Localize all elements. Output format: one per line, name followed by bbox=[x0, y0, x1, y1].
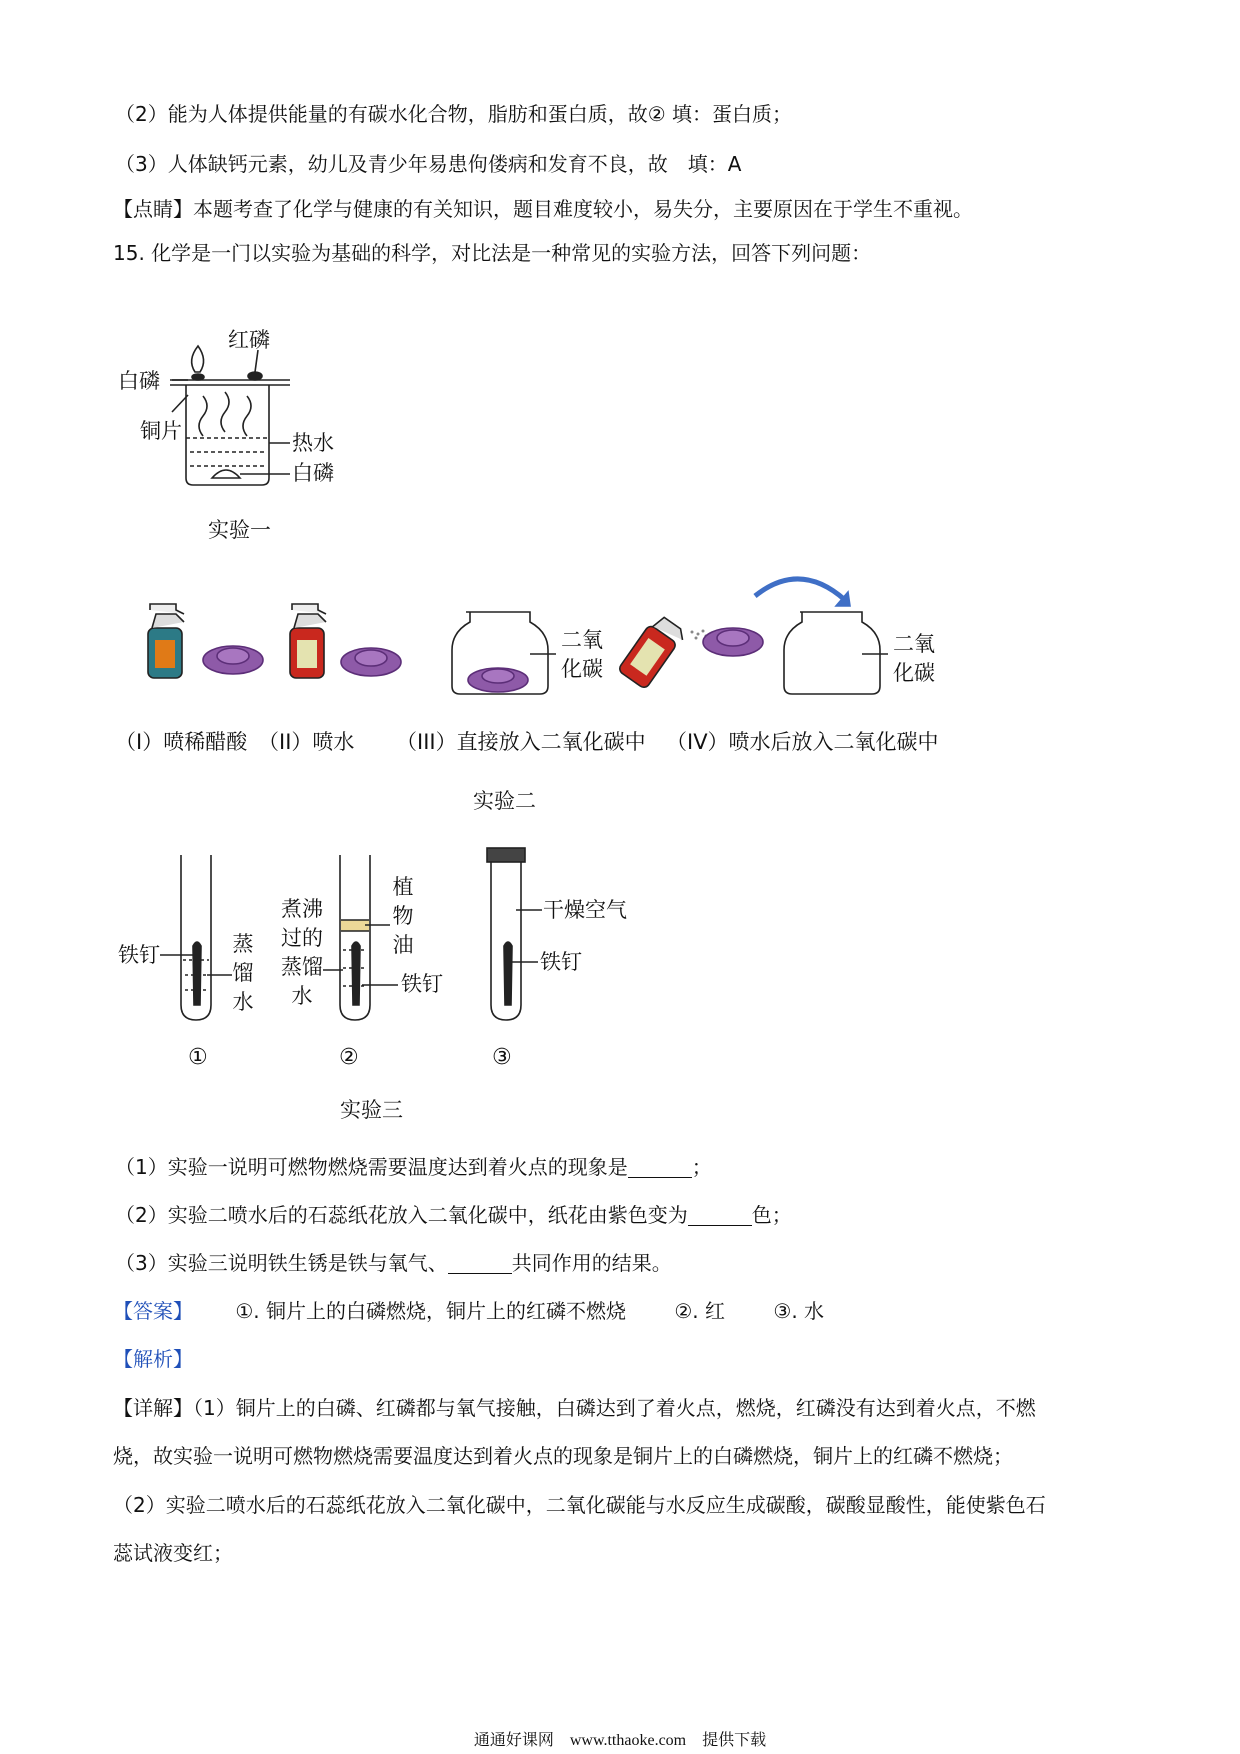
label-white-phosphorus-top: 白磷 bbox=[118, 369, 160, 393]
spray-bottle-4 bbox=[617, 613, 687, 691]
answer-line bbox=[113, 1297, 824, 1325]
answer-blank-3[interactable] bbox=[448, 1253, 512, 1274]
tube-label-1: ① bbox=[188, 1045, 208, 1070]
arrow-into-jar bbox=[755, 579, 845, 600]
text-line-2: （3）人体缺钙元素，幼儿及青少年易患佝偻病和发育不良，故 填：A bbox=[115, 152, 742, 176]
detail-line-4: 蕊试液变红； bbox=[113, 1541, 233, 1565]
label-co2-jar-4: 二氧化碳 bbox=[893, 632, 935, 685]
iron-nail-1 bbox=[193, 942, 201, 1005]
experiment-1-figure bbox=[170, 346, 290, 485]
answer-3: ③. 水 bbox=[773, 1299, 825, 1323]
label-dry-air: 干燥空气 bbox=[543, 898, 627, 922]
oil-layer bbox=[341, 920, 369, 931]
analysis-tag: 【解析】 bbox=[113, 1347, 193, 1371]
step-1-label: （I）喷稀醋酸 bbox=[115, 730, 248, 754]
detail-line-1: 【详解】（1）铜片上的白磷、红磷都与氧气接触，白磷达到了着火点，燃烧，红磷没有达到着火点，不燃 bbox=[113, 1396, 1036, 1420]
experiment-2-figure bbox=[148, 579, 888, 694]
label-iron-nail-3: 铁钉 bbox=[540, 950, 582, 974]
question-1-text: （1）实验一说明可燃物燃烧需要温度达到着火点的现象是 bbox=[115, 1155, 628, 1179]
answer-blank-1[interactable] bbox=[628, 1157, 692, 1178]
answer-tag: 【答案】 bbox=[113, 1299, 193, 1323]
step-3-label: （III）直接放入二氧化碳中 bbox=[396, 730, 646, 754]
dianjing-line: 【点睛】本题考查了化学与健康的有关知识，题目难度较小，易失分，主要原因在于学生不重视。 bbox=[113, 197, 973, 221]
label-iron-nail-1: 铁钉 bbox=[118, 943, 160, 967]
caption-experiment-3: 实验三 bbox=[340, 1098, 403, 1122]
stopper bbox=[487, 848, 525, 862]
label-white-phosphorus-bottom: 白磷 bbox=[292, 461, 334, 485]
question-2-text: （2）实验二喷水后的石蕊纸花放入二氧化碳中，纸花由紫色变为 bbox=[115, 1203, 688, 1227]
question-3 bbox=[115, 1249, 672, 1277]
caption-experiment-2: 实验二 bbox=[473, 789, 536, 813]
caption-experiment-1: 实验一 bbox=[208, 518, 271, 542]
step-4-label: （IV）喷水后放入二氧化碳中 bbox=[666, 730, 939, 754]
label-distilled-water: 蒸馏水 bbox=[232, 932, 254, 1014]
label-vegetable-oil: 植物油 bbox=[392, 875, 414, 957]
answer-2: ②. 红 bbox=[674, 1299, 726, 1323]
question-2-end: 色； bbox=[751, 1203, 792, 1227]
page-footer: 通通好课网 www.tthaoke.com 提供下载 bbox=[473, 1732, 767, 1749]
label-red-phosphorus: 红磷 bbox=[228, 328, 270, 352]
iron-nail-2 bbox=[352, 942, 360, 1005]
question-1-end: ； bbox=[691, 1155, 712, 1179]
tube-label-2: ② bbox=[339, 1045, 359, 1070]
label-boiled-distilled-water: 煮沸过的蒸馏水 bbox=[281, 897, 323, 1008]
jar-4 bbox=[784, 612, 880, 694]
tube-label-3: ③ bbox=[492, 1045, 512, 1070]
question-2 bbox=[115, 1201, 792, 1229]
label-copper-sheet: 铜片 bbox=[140, 419, 182, 443]
question-15-title: 15. 化学是一门以实验为基础的科学，对比法是一种常见的实验方法，回答下列问题： bbox=[113, 241, 872, 265]
label-hot-water: 热水 bbox=[292, 431, 334, 455]
iron-nail-3 bbox=[504, 942, 512, 1005]
question-3-end: 共同作用的结果。 bbox=[511, 1251, 672, 1275]
text-line-1: （2）能为人体提供能量的有碳水化合物，脂肪和蛋白质，故② 填：蛋白质； bbox=[115, 102, 793, 126]
answer-1: ①. 铜片上的白磷燃烧，铜片上的红磷不燃烧 bbox=[235, 1299, 627, 1323]
step-2-label: （II）喷水 bbox=[258, 730, 355, 754]
detail-line-3: （2）实验二喷水后的石蕊纸花放入二氧化碳中，二氧化碳能与水反应生成碳酸，碳酸显酸性，能使紫色石 bbox=[113, 1493, 1046, 1517]
label-co2-jar-3: 二氧化碳 bbox=[561, 628, 603, 681]
answer-blank-2[interactable] bbox=[688, 1205, 752, 1226]
label-iron-nail-2: 铁钉 bbox=[401, 972, 443, 996]
question-1 bbox=[115, 1153, 712, 1181]
detail-line-2: 烧，故实验一说明可燃物燃烧需要温度达到着火点的现象是铜片上的白磷燃烧，铜片上的红磷不燃烧； bbox=[113, 1444, 1013, 1468]
experiment-3-figure bbox=[160, 848, 542, 1020]
question-3-text: （3）实验三说明铁生锈是铁与氧气、 bbox=[115, 1251, 448, 1275]
